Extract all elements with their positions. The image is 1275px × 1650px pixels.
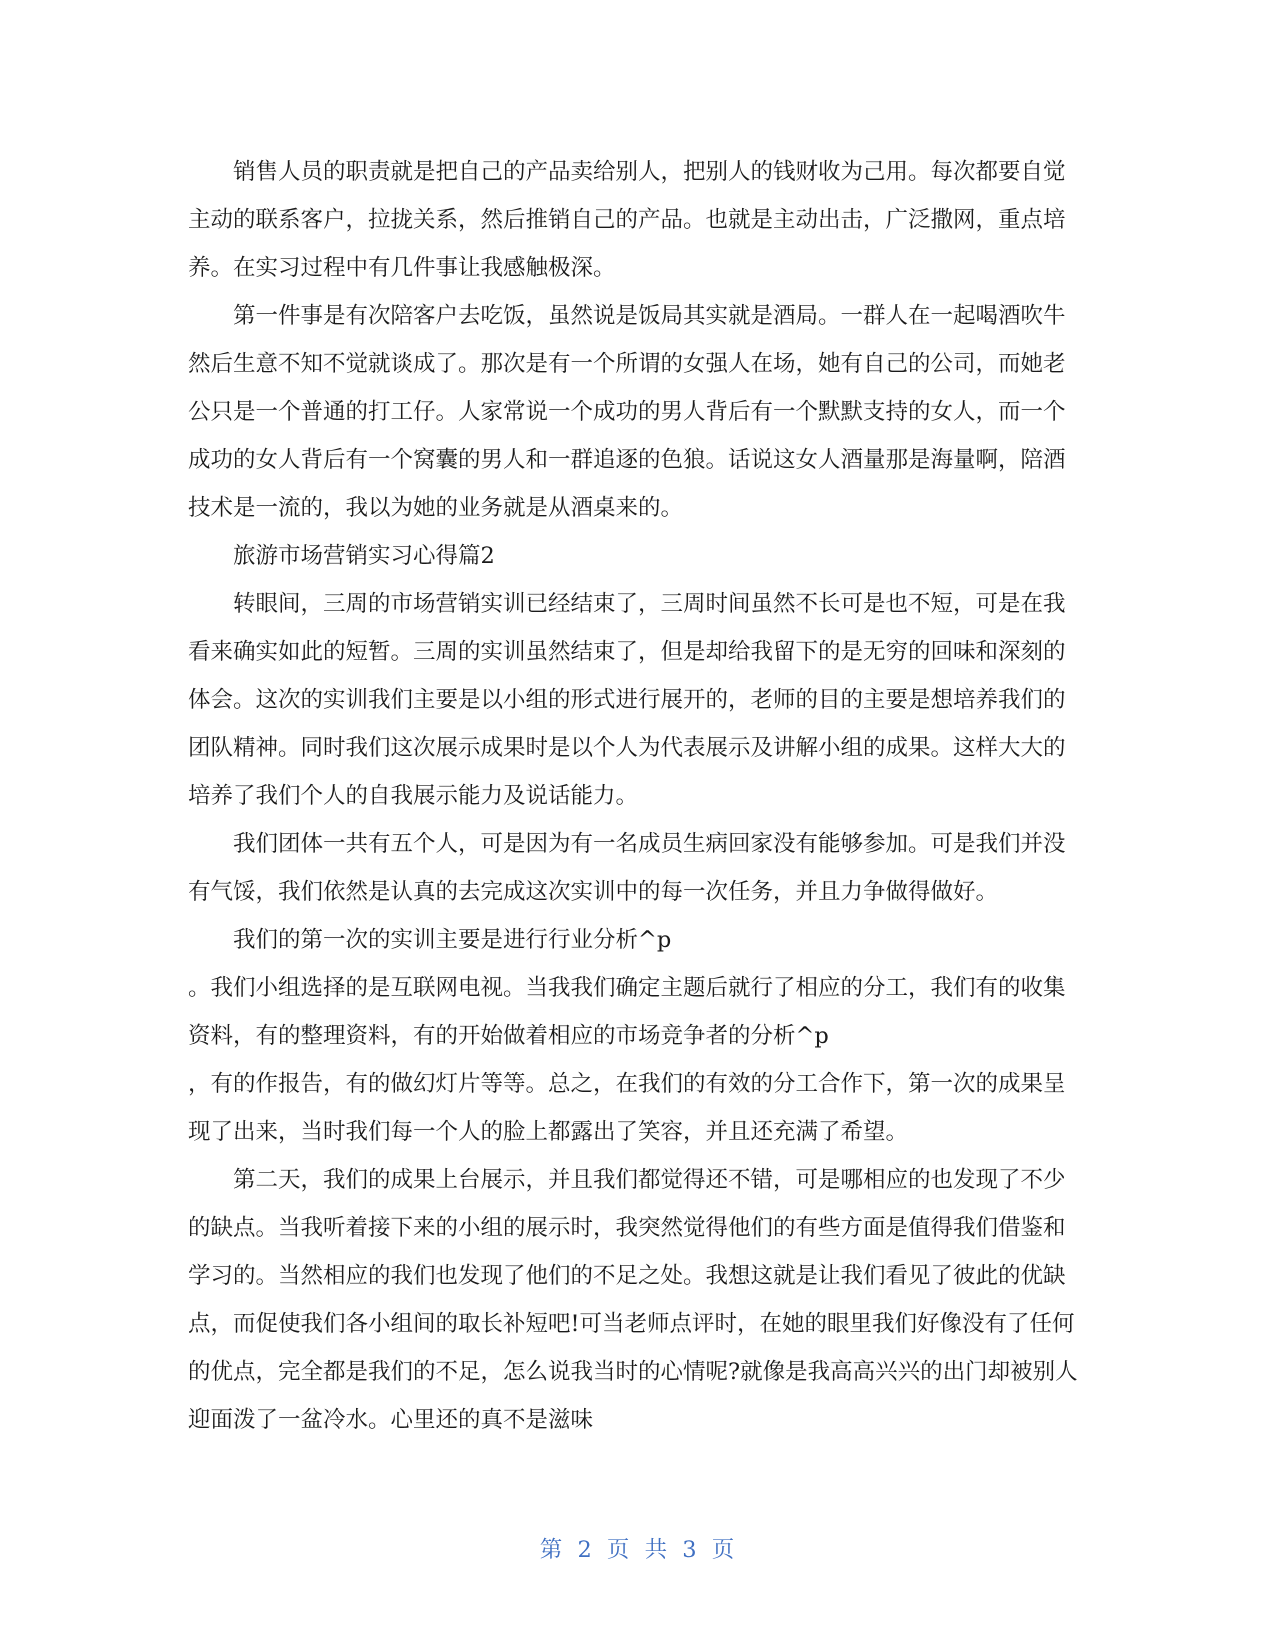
page-footer: 第 2 页 共 3 页 (539, 1537, 736, 1563)
paragraph-5: 我们的第一次的实训主要是进行行业分析^p (233, 927, 672, 953)
paragraph-7: ，有的作报告，有的做幻灯片等等。总之，在我们的有效的分工合作下，第一次的成果呈现了出来，当时我们每一个人的脸上都露出了笑容，并且还充满了希望。 (188, 1071, 1066, 1145)
paragraph-3: 转眼间，三周的市场营销实训已经结束了，三周时间虽然不长可是也不短，可是在我看来确实如此的短暂。三周的实训虽然结束了，但是却给我留下的是无穷的回味和深刻的体会。这次的实训我们主要是以小组的形式进行展开的，老师的目的主要是想培养我们的团队精神。同时我们这次展示成果时是以个人为代表展示及讲解小组的成果。这样大大的培养了我们个人的自我展示能力及说话能力。 (188, 591, 1066, 809)
paragraph-1: 销售人员的职责就是把自己的产品卖给别人，把别人的钱财收为己用。每次都要自觉主动的联系客户，拉拢关系，然后推销自己的产品。也就是主动出击，广泛撒网，重点培养。在实习过程中有几件事让我感触极深。 (188, 159, 1066, 281)
paragraph-2: 第一件事是有次陪客户去吃饭，虽然说是饭局其实就是酒局。一群人在一起喝酒吹牛然后生意不知不觉就谈成了。那次是有一个所谓的女强人在场，她有自己的公司，而她老公只是一个普通的打工仔。人家常说一个成功的男人背后有一个默默支持的女人，而一个成功的女人背后有一个窝囊的男人和一群追逐的色狼。话说这女人酒量那是海量啊，陪酒技术是一流的，我以为她的业务就是从酒桌来的。 (188, 303, 1066, 521)
paragraph-4: 我们团体一共有五个人，可是因为有一名成员生病回家没有能够参加。可是我们并没有气馁，我们依然是认真的去完成这次实训中的每一次任务，并且力争做得做好。 (188, 831, 1066, 905)
document-body (188, 148, 1078, 1444)
section-heading: 旅游市场营销实习心得篇2 (233, 543, 495, 569)
paragraph-8: 第二天，我们的成果上台展示，并且我们都觉得还不错，可是哪相应的也发现了不少的缺点。当我听着接下来的小组的展示时，我突然觉得他们的有些方面是值得我们借鉴和学习的。当然相应的我们也发现了他们的不足之处。我想这就是让我们看见了彼此的优缺点，而促使我们各小组间的取长补短吧!可当老师点评时，在她的眼里我们好像没有了任何的优点，完全都是我们的不足，怎么说我当时的心情呢?就像是我高高兴兴的出门却被别人迎面泼了一盆冷水。心里还的真不是滋味 (188, 1167, 1078, 1433)
paragraph-6: 。我们小组选择的是互联网电视。当我我们确定主题后就行了相应的分工，我们有的收集资料，有的整理资料，有的开始做着相应的市场竞争者的分析^p (188, 975, 1066, 1049)
